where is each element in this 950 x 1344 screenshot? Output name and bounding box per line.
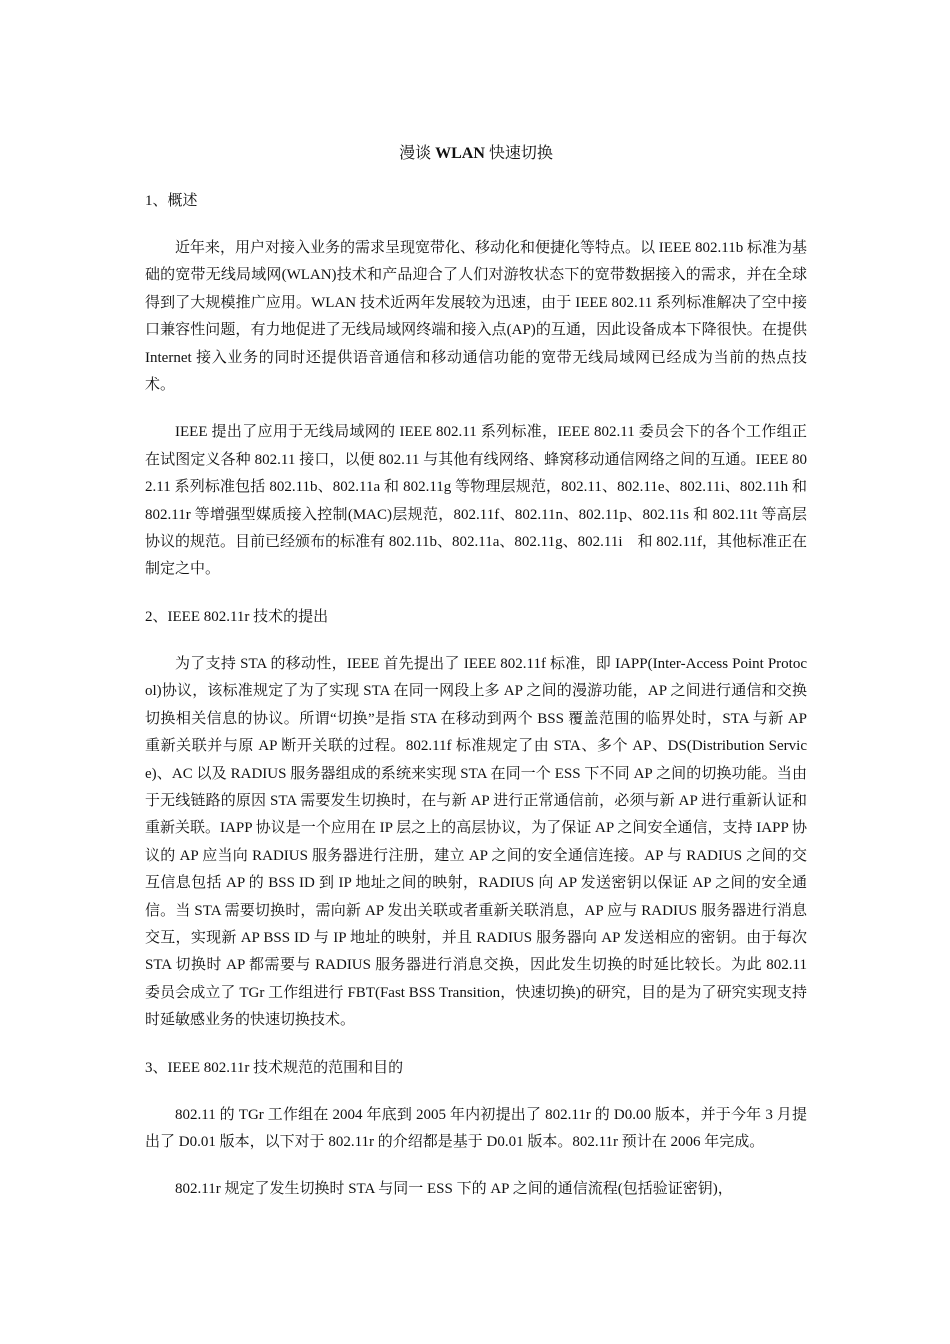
title-bold: WLAN bbox=[435, 145, 485, 162]
document-title bbox=[145, 140, 807, 168]
section-heading-80211r-scope: 3、IEEE 802.11r 技术规范的范围和目的 bbox=[145, 1059, 404, 1076]
paragraph: 为了支持 STA 的移动性，IEEE 首先提出了 IEEE 802.11f 标准，即 IAPP(Inter-Access Point Protocol)协议，该标准规定了为了实现 STA 在同一网段上多 AP 之间的漫游功能，AP 之间进行通信和交换切换相关信息的协议。所谓“切换”是指 STA 在移动到两个 BSS 覆盖范围的临界处时，STA 与新 AP 重新关联并与原 AP 断开关联的过程。802.11f 标准规定了由 STA、多个 AP、DS(Distribution Service)、AC 以及 RADIUS 服务器组成的系统来实现 STA 在同一个 ESS 下不同 AP 之间的切换功能。当由于无线链路的原因 STA 需要发生切换时，在与新 AP 进行正常通信前，必须与新 AP 进行重新认证和重新关联。IAPP 协议是一个应用在 IP 层之上的高层协议，为了保证 AP 之间安全通信，支持 IAPP 协议的 AP 应当向 RADIUS 服务器进行注册，建立 AP 之间的安全通信连接。AP 与 RADIUS 之间的交互信息包括 AP 的 BSS ID 到 IP 地址之间的映射，RADIUS 向 AP 发送密钥以保证 AP 之间的安全通信。当 STA 需要切换时，需向新 AP 发出关联或者重新关联消息，AP 应与 RADIUS 服务器进行消息交互，实现新 AP BSS ID 与 IP 地址的映射，并且 RADIUS 服务器向 AP 发送相应的密钥。由于每次 STA 切换时 AP 都需要与 RADIUS 服务器进行消息交换，因此发生切换的时延比较长。为此 802.11 委员会成立了 TGr 工作组进行 FBT(Fast BSS Transition，快速切换)的研究，目的是为了研究实现支持时延敏感业务的快速切换技术。 bbox=[145, 655, 807, 1029]
paragraph: 802.11r 规定了发生切换时 STA 与同一 ESS 下的 AP 之间的通信流程(包括验证密钥)， bbox=[175, 1181, 733, 1198]
section-heading-overview: 1、概述 bbox=[145, 193, 198, 209]
title-prefix: 漫谈 bbox=[399, 145, 436, 162]
paragraph: 近年来，用户对接入业务的需求呈现宽带化、移动化和便捷化等特点。以 IEEE 802.11b 标准为基础的宽带无线局域网(WLAN)技术和产品迎合了人们对游牧状态下的宽带数据接入的需求，并在全球得到了大规模推广应用。WLAN 技术近两年发展较为迅速，由于 IEEE 802.11 系列标准解决了空中接口兼容性问题，有力地促进了无线局域网终端和接入点(AP)的互通，因此设备成本下降很快。在提供 Internet 接入业务的同时还提供语音通信和移动通信功能的宽带无线局域网已经成为当前的热点技术。 bbox=[145, 240, 807, 394]
title-suffix: 快速切换 bbox=[484, 145, 553, 162]
section-heading-80211r-proposal: 2、IEEE 802.11r 技术的提出 bbox=[145, 608, 329, 625]
document-page bbox=[145, 140, 807, 1224]
paragraph: 802.11 的 TGr 工作组在 2004 年底到 2005 年内初提出了 802.11r 的 D0.00 版本，并于今年 3 月提出了 D0.01 版本，以下对于 802.11r 的介绍都是基于 D0.01 版本。802.11r 预计在 2006 年完成。 bbox=[145, 1106, 807, 1150]
paragraph: IEEE 提出了应用于无线局域网的 IEEE 802.11 系列标准，IEEE 802.11 委员会下的各个工作组正在试图定义各种 802.11 接口，以便 802.11 与其他有线网络、蜂窝移动通信网络之间的互通。IEEE 802.11 系列标准包括 802.11b、802.11a 和 802.11g 等物理层规范，802.11、802.11e、802.11i、802.11h 和 802.11r 等增强型媒质接入控制(MAC)层规范，802.11f、802.11n、802.11p、802.11s 和 802.11t 等高层协议的规范。目前已经颁布的标准有 802.11b、802.11a、802.11g、802.11i 和 802.11f，其他标准正在制定之中。 bbox=[145, 424, 807, 578]
